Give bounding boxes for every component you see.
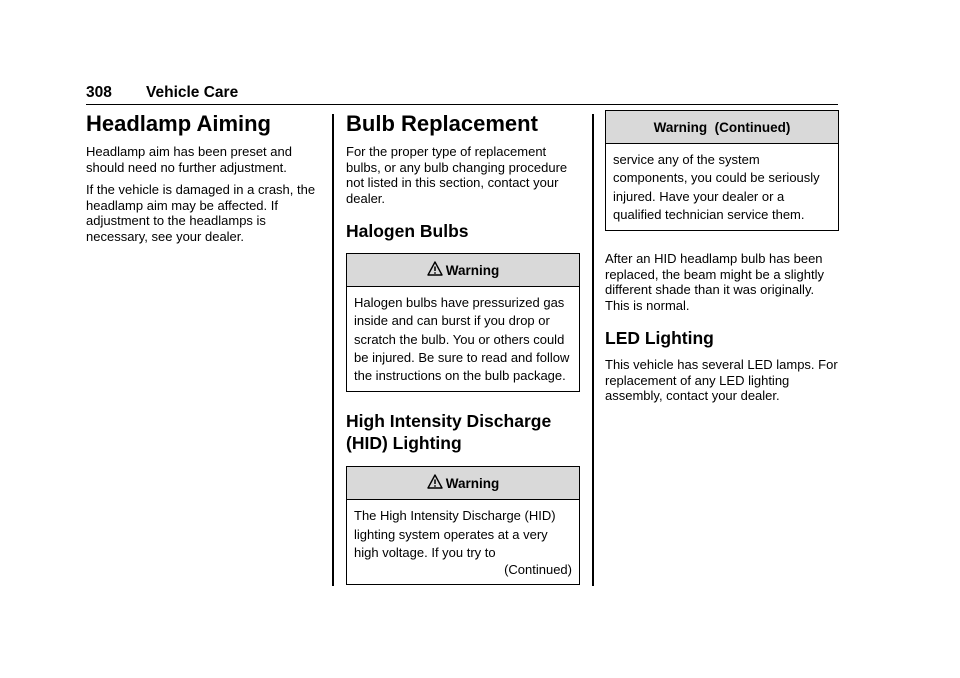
- warning-header: [606, 111, 838, 144]
- led-lighting-paragraph: This vehicle has several LED lamps. For replacement of any LED lighting assembly, contact your dealer.: [605, 357, 838, 404]
- headlamp-aiming-heading: Headlamp Aiming: [86, 111, 271, 136]
- section-title: Vehicle Care: [146, 84, 239, 101]
- hid-lighting-heading: High Intensity Discharge (HID) Lighting: [346, 411, 552, 454]
- warning-label: Warning: [445, 262, 500, 278]
- hid-warning-continued-box: [605, 110, 839, 231]
- warning-body: [347, 500, 579, 584]
- warning-header: [347, 467, 579, 500]
- crash-damage-paragraph: If the vehicle is damaged in a crash, the headlamp aim may be affected. If adjustment to the headlamps is necessary, see your dealer.: [86, 182, 316, 244]
- headlamp-aim-paragraph: Headlamp aim has been preset and should need no further adjustment.: [86, 144, 292, 175]
- column-divider: [592, 114, 594, 586]
- warning-label: Warning: [445, 475, 500, 491]
- halogen-bulbs-heading: Halogen Bulbs: [346, 221, 469, 241]
- column-2: [346, 110, 580, 585]
- bulb-replacement-intro: For the proper type of replacement bulbs, or any bulb changing procedure not listed in this section, contact your dealer.: [346, 144, 568, 206]
- warning-continued-label: Warning (Continued): [653, 119, 791, 135]
- warning-triangle-icon: [427, 474, 443, 489]
- page-number: 308: [86, 84, 112, 101]
- bulb-replacement-heading: Bulb Replacement: [346, 111, 538, 136]
- halogen-warning-box: [346, 253, 580, 392]
- warning-text: Halogen bulbs have pressurized gas inside and can burst if you drop or scratch the bulb. You or others could be injured. Be sure to read and follow the instructions on the bulb package.: [354, 295, 570, 384]
- column-3: [605, 110, 839, 404]
- warning-text: The High Intensity Discharge (HID) lighting system operates at a very high voltage. If you try to: [354, 508, 556, 561]
- continued-label: (Continued): [504, 562, 572, 578]
- led-lighting-heading: LED Lighting: [605, 328, 714, 349]
- warning-header: [347, 254, 579, 287]
- warning-text: service any of the system components, you could be seriously injured. Have your dealer or a qualified technician service them.: [613, 152, 820, 222]
- column-1: [86, 110, 322, 251]
- hid-warning-box: [346, 466, 580, 585]
- page-header: [86, 82, 838, 105]
- after-hid-paragraph: After an HID headlamp bulb has been replaced, the beam might be a slightly different shade than it was originally. This is normal.: [605, 251, 824, 313]
- warning-triangle-icon: [427, 261, 443, 276]
- column-divider: [332, 114, 334, 586]
